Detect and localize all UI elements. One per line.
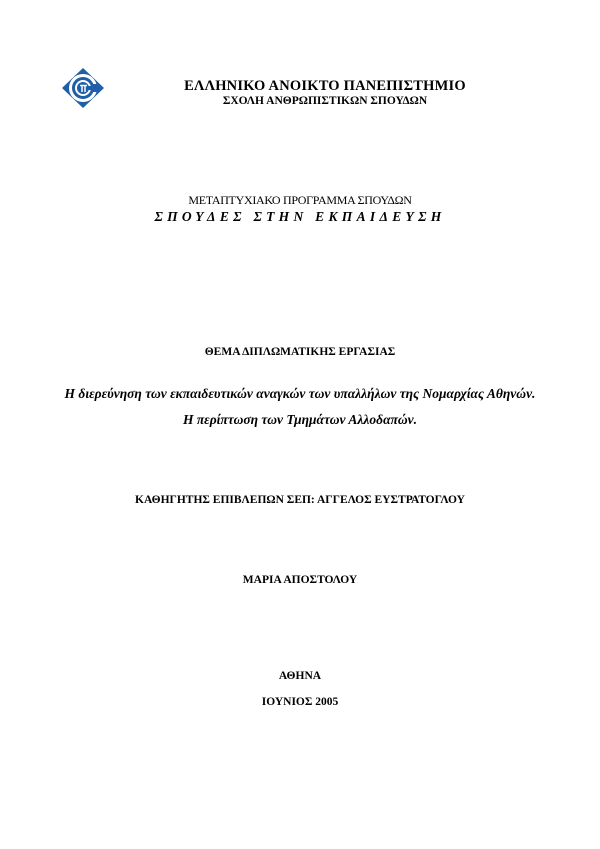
date: ΙΟΥΝΙΟΣ 2005 — [261, 696, 339, 708]
university-name: ΕΛΛΗΝΙΚΟ ΑΝΟΙΚΤΟ ΠΑΝΕΠΙΣΤΗΜΙΟ — [184, 78, 466, 94]
thesis-title-line-2: Η περίπτωση των Τμημάτων Αλλοδαπών. — [182, 412, 418, 427]
thesis-title-line-1: Η διερεύνηση των εκπαιδευτικών αναγκών των υπαλλήλων της Νομαρχίας Αθηνών. — [64, 386, 536, 401]
city: ΑΘΗΝΑ — [278, 670, 322, 682]
school-name: ΣΧΟΛΗ ΑΝΘΡΩΠΙΣΤΙΚΩΝ ΣΠΟΥΔΩΝ — [222, 95, 428, 107]
program-specialty: ΣΠΟΥΔΕΣ ΣΤΗΝ ΕΚΠΑΙΔΕΥΣΗ — [154, 209, 446, 224]
thesis-heading: ΘΕΜΑ ΔΙΠΛΩΜΑΤΙΚΗΣ ΕΡΓΑΣΙΑΣ — [204, 346, 396, 358]
author-name: ΜΑΡΙΑ ΑΠΟΣΤΟΛΟΥ — [242, 574, 358, 586]
eap-university-logo-icon — [61, 67, 105, 109]
supervisor-line: ΚΑΘΗΓΗΤΗΣ ΕΠΙΒΛΕΠΩΝ ΣΕΠ: ΑΓΓΕΛΟΣ ΕΥΣΤΡΑΤΟΓΛΟΥ — [135, 494, 465, 506]
program-name: ΜΕΤΑΠΤΥΧΙΑΚΟ ΠΡΟΓΡΑΜΜΑ ΣΠΟΥΔΩΝ — [188, 193, 412, 207]
